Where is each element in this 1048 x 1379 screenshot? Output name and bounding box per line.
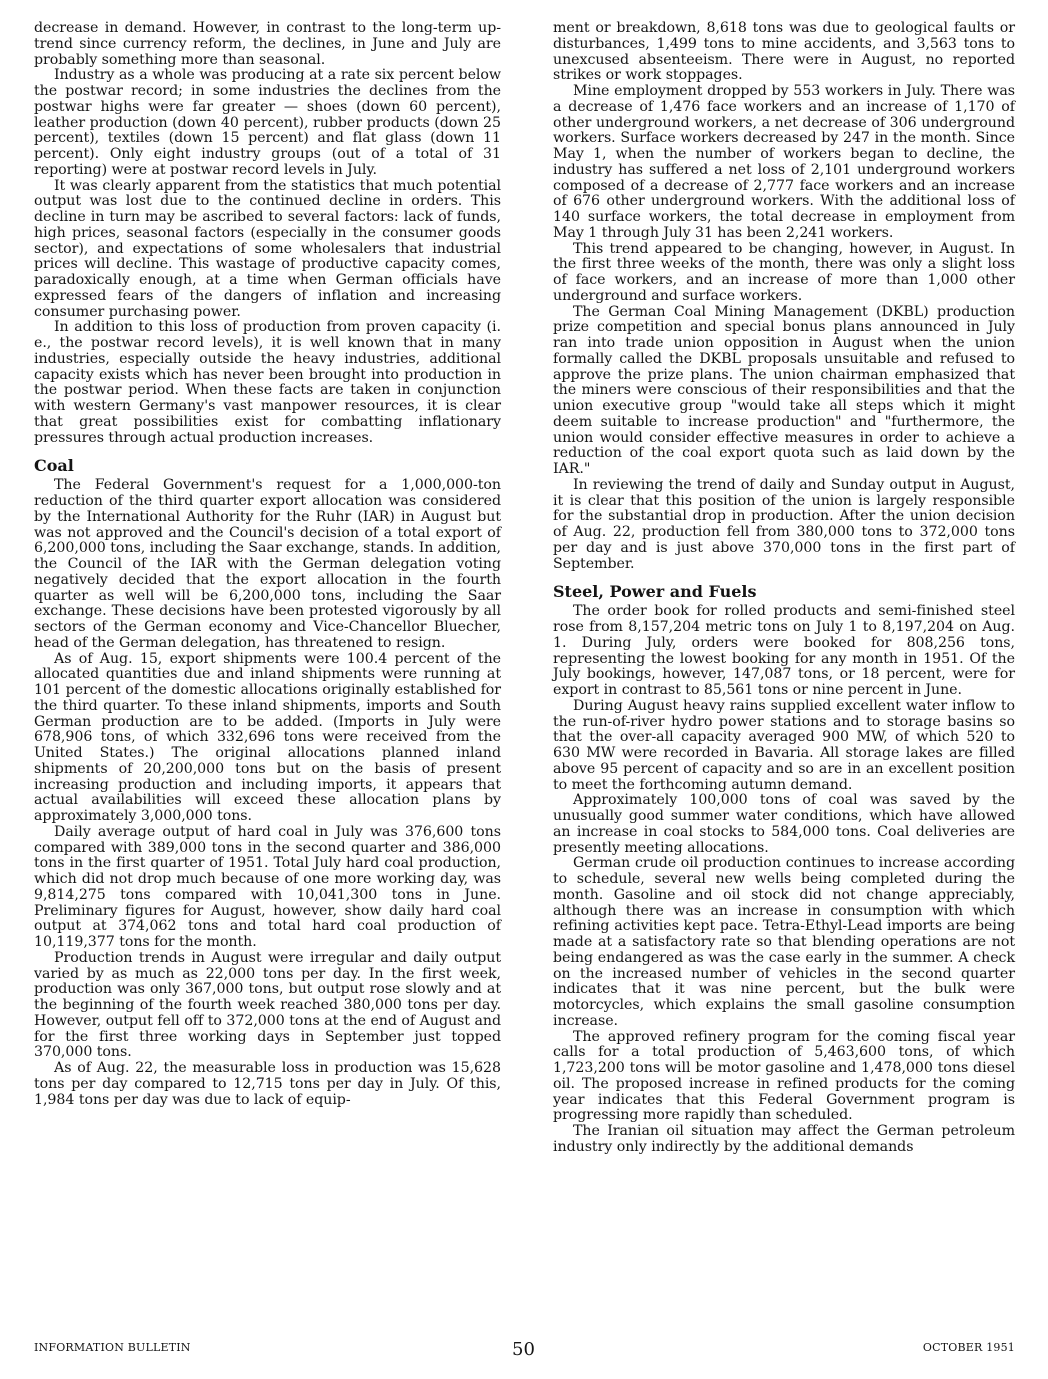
paragraph: During August heavy rains supplied excellent water inflow to the run-of-river hydro power stations and to storage basins so that the over-all capacity averaged 900 MW, of which 520 to 630 MW were recorded in Bavaria. All storage lakes are filled above 95 percent of capacity and so are in an excellent position to meet the forthcoming autumn demand. [553,697,1015,793]
paragraph: Industry as a whole was producing at a rate six percent below the postwar record; in some industries the declines from the postwar highs were far greater — shoes (down 60 percent), leather production (down 40 percent), rubber products (down 25 percent), textiles (down 15 percent) and flat glass (down 11 percent). Only eight industry groups (out of a total of 31 reporting) were at postwar record levels in July. [34,67,501,178]
right-column [553,21,1015,1156]
paragraph: The German Coal Mining Management (DKBL) production prize competition and special bonus plans announced in July ran into trade union opposition in August when the union formally called the DKBL proposals unsuitable and refused to approve the prize plans. The union chairman emphasized that the miners were conscious of their responsibilities and that the union executive group "would take all steps which it might deem suitable to increase production" and "furthermore, the union would consider effective measures in order to achieve a reduction of the coal export quota such as laid down by the IAR." [553,303,1015,477]
paragraph: Mine employment dropped by 553 workers in July. There was a decrease of 1,476 face workers and an increase of 1,170 of other underground workers, a net decrease of 306 underground workers. Surface workers decreased by 247 in the month. Since May 1, when the number of workers began to decline, the industry has suffered a net loss of 2,101 underground workers composed of a decrease of 2,777 face workers and an increase of 676 other underground workers. With the additional loss of 140 surface workers, the total decrease in employment from May 1 through July 31 has been 2,241 workers. [553,83,1015,241]
paragraph: Daily average output of hard coal in July was 376,600 tons compared with 389,000 tons in the second quarter and 386,000 tons in the first quarter of 1951. Total July hard coal production, which did not drop much because of one more working day, was 9,814,275 tons compared with 10,041,300 tons in June. Preliminary figures for August, however, show daily hard coal output at 374,062 tons and total hard coal production of 10,119,377 tons for the month. [34,823,501,950]
paragraph: ment or breakdown, 8,618 tons was due to geological faults or disturbances, 1,499 tons to mine accidents, and 3,563 tons to unexcused absenteeism. There were in August, no reported strikes or work stoppages. [553,20,1015,84]
section-heading-steel-power-fuels: Steel, Power and Fuels [553,582,757,602]
paragraph: The approved refinery program for the coming fiscal year calls for a total production of 5,463,600 tons, of which 1,723,200 tons will be motor gasoline and 1,478,000 tons diesel oil. The proposed increase in refined products for the coming year indicates that this Federal Government program is progressing more rapidly than scheduled. [553,1028,1015,1124]
footer-page-number: 50 [512,1339,535,1360]
paragraph: As of Aug. 22, the measurable loss in production was 15,628 tons per day compared to 12,715 tons per day in July. Of this, 1,984 tons per day was due to lack of equip- [34,1060,501,1108]
paragraph: It was clearly apparent from the statistics that much potential output was lost due to the continued decline in orders. This decline in turn may be ascribed to several factors: lack of funds, high prices, seasonal factors (especially in the consumer goods sector), and expectations of some wholesalers that industrial prices will decline. This wastage of productive capacity comes, paradoxically enough, at a time when German officials have expressed fears of the dangers of inflation and increasing consumer purchasing power. [34,177,501,320]
paragraph: decrease in demand. However, in contrast to the long-term up-trend since currency reform, the declines, in June and July are probably something more than seasonal. [34,20,501,68]
paragraph: The Federal Government's request for a 1,000,000-ton reduction of the third quarter export allocation was considered by the International Authority for the Ruhr (IAR) in August but was not approved and the Council's decision of a total export of 6,200,000 tons, including the Saar exchange, stands. In addition, the Council of the IAR with the German delegation voting negatively decided that the export allocation in the fourth quarter as well will be 6,200,000 tons, including the Saar exchange. These decisions have been protested vigorously by all sectors of the German economy and Vice-Chancellor Bluecher, head of the German delegation, has threatened to resign. [34,477,501,651]
left-column [34,21,501,1108]
section-heading-coal: Coal [34,456,74,476]
paragraph: In addition to this loss of production from proven capacity (i. e., the postwar record levels), it is well known that in many industries, especially outside the heavy industries, additional capacity exists which has never been brought into production in the postwar period. When these facts are taken in conjunction with western Germany's vast manpower resources, it is clear that great possibilities exist for combatting inflationary pressures through actual production increases. [34,319,501,446]
paragraph: German crude oil production continues to increase according to schedule, several new wells being completed during the month. Gasoline and oil stock did not change appreciably, although there was an increase in consumption with which refining activities kept pace. Tetra-Ethyl-Lead imports are being made at a satisfactory rate so that blending operations are not being endangered as was the case early in the summer. A check on the increased number of vehicles in the second quarter indicates that it was nine percent, but the bulk were motorcycles, which explains the small gasoline consumption increase. [553,855,1015,1029]
paragraph: As of Aug. 15, export shipments were 100.4 percent of the allocated quantities due and inland shipments were running at 101 percent of the domestic allocations originally established for the third quarter. To these inland shipments, imports and South German production are to be added. (Imports in July were 678,906 tons, of which 332,696 tons were received from the United States.) The original allocations planned inland shipments of 20,200,000 tons but on the basis of present increasing production and including imports, it appears that actual availabilities will exceed these allocation plans by approximately 3,000,000 tons. [34,650,501,824]
paragraph: In reviewing the trend of daily and Sunday output in August, it is clear that this position of the union is largely responsible for the substantial drop in production. After the union decision of Aug. 22, production fell from 380,000 tons to 372,000 tons per day and is just above 370,000 tons in the first part of September. [553,476,1015,572]
paragraph: The order book for rolled products and semi-finished steel rose from 8,157,204 metric tons on July 1 to 8,197,204 on Aug. 1. During July, orders were booked for 808,256 tons, representing the lowest booking for any month in 1951. Of the July bookings, however, 147,087 tons, or 18 percent, were for export in contrast to 85,561 tons or nine percent in June. [553,603,1015,698]
footer-issue-date: OCTOBER 1951 [922,1341,1015,1354]
paragraph: Approximately 100,000 tons of coal was saved by the unusually good summer water conditions, which have allowed an increase in coal stocks to 584,000 tons. Coal deliveries are presently meeting allocations. [553,792,1015,856]
footer-publication-title: INFORMATION BULLETIN [34,1341,191,1354]
paragraph: The Iranian oil situation may affect the German petroleum industry only indirectly by the additional demands [553,1123,1015,1155]
paragraph: This trend appeared to be changing, however, in August. In the first three weeks of the month, there was only a slight loss of face workers, and an increase of more than 1,000 other underground and surface workers. [553,240,1015,304]
paragraph: Production trends in August were irregular and daily output varied by as much as 22,000 tons per day. In the first week, production was only 367,000 tons, but output rose slowly and at the beginning of the fourth week reached 380,000 tons per day. However, output fell off to 372,000 tons at the end of August and for the first three working days in September just topped 370,000 tons. [34,949,501,1061]
